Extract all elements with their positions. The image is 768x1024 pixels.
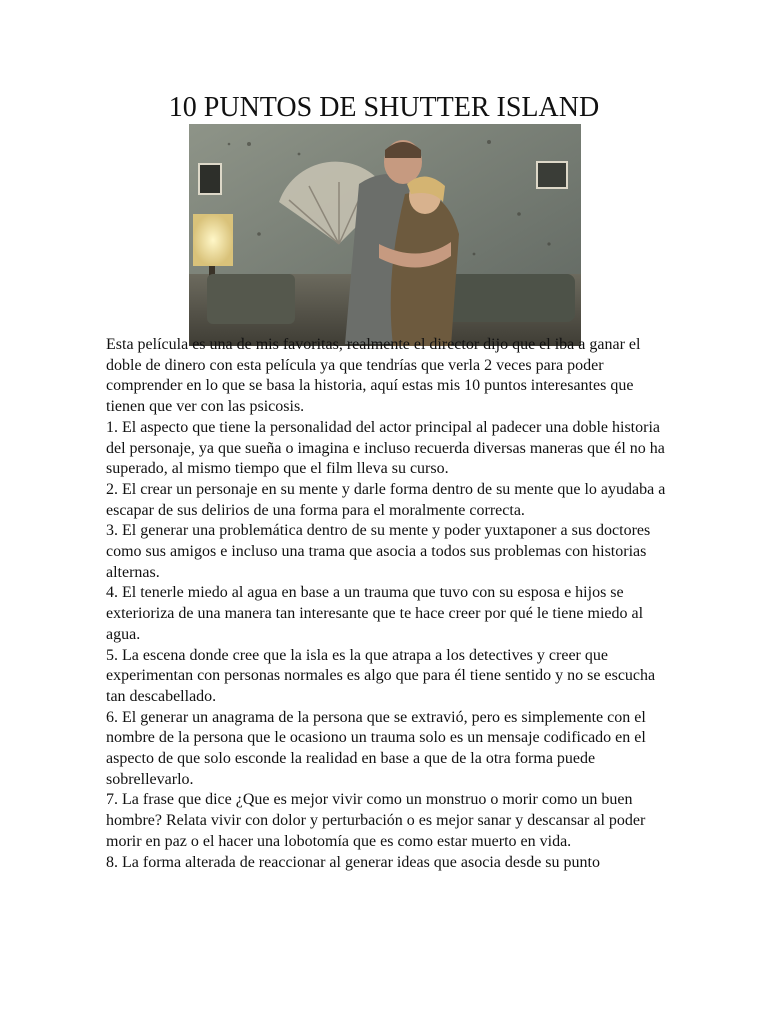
- paragraph-point-2: 2. El crear un personaje en su mente y darle forma dentro de su mente que lo ayudaba a escapar de sus delirios de una forma para el moralmente correcta.: [106, 480, 666, 519]
- document-title: 10 PUNTOS DE SHUTTER ISLAND: [168, 92, 600, 123]
- paragraph-point-3: 3. El generar una problemática dentro de su mente y poder yuxtaponer a sus doctores como sus amigos e incluso una trama que asocia a todos sus problemas con historias alternas.: [106, 522, 651, 581]
- paragraph-point-7: 7. La frase que dice ¿Que es mejor vivir como un monstruo o morir como un buen hombre? Relata vivir con dolor y perturbación o es mejor sanar y descansar al poder morir en paz o el hacer una lobotomía que es como estar muerto en vida.: [106, 791, 646, 850]
- paragraph-point-8: 8. La forma alterada de reaccionar al generar ideas que asocia desde su punto: [106, 853, 600, 871]
- paragraph-point-1: 1. El aspecto que tiene la personalidad del actor principal al padecer una doble historia del personaje, ya que sueña o imagina e incluso recuerda diversas maneras que él no ha superado, al mismo tiempo que el film lleva su curso.: [106, 418, 665, 478]
- paragraph-point-4: 4. El tenerle miedo al agua en base a un trauma que tuvo con su esposa e hijos se exterioriza de una manera tan interesante que te hace creer por qué le tiene miedo al agua.: [106, 584, 644, 643]
- paragraph-point-6: 6. El generar un anagrama de la persona que se extravió, pero es simplemente con el nombre de la persona que le ocasiono un trauma solo es un mensaje codificado en el aspecto de que solo esconde la realidad en base a que de la otra forma puede sobrellevarlo.: [106, 708, 646, 788]
- document-body: [106, 335, 668, 873]
- paragraph-point-5: 5. La escena donde cree que la isla es la que atrapa a los detectives y creer que experimentan con personas normales es algo que para él tiene sentido y no se escucha tan descabellado.: [106, 646, 656, 705]
- film-still-image: [189, 124, 581, 346]
- paragraph-intro: Esta película es una de mis favoritas, realmente el director dijo que el iba a ganar el doble de dinero con esta película ya que tendrías que verla 2 veces para poder comprender en lo que se basa la historia, aquí estas mis 10 puntos interesantes que tienen que ver con las psicosis.: [106, 336, 641, 416]
